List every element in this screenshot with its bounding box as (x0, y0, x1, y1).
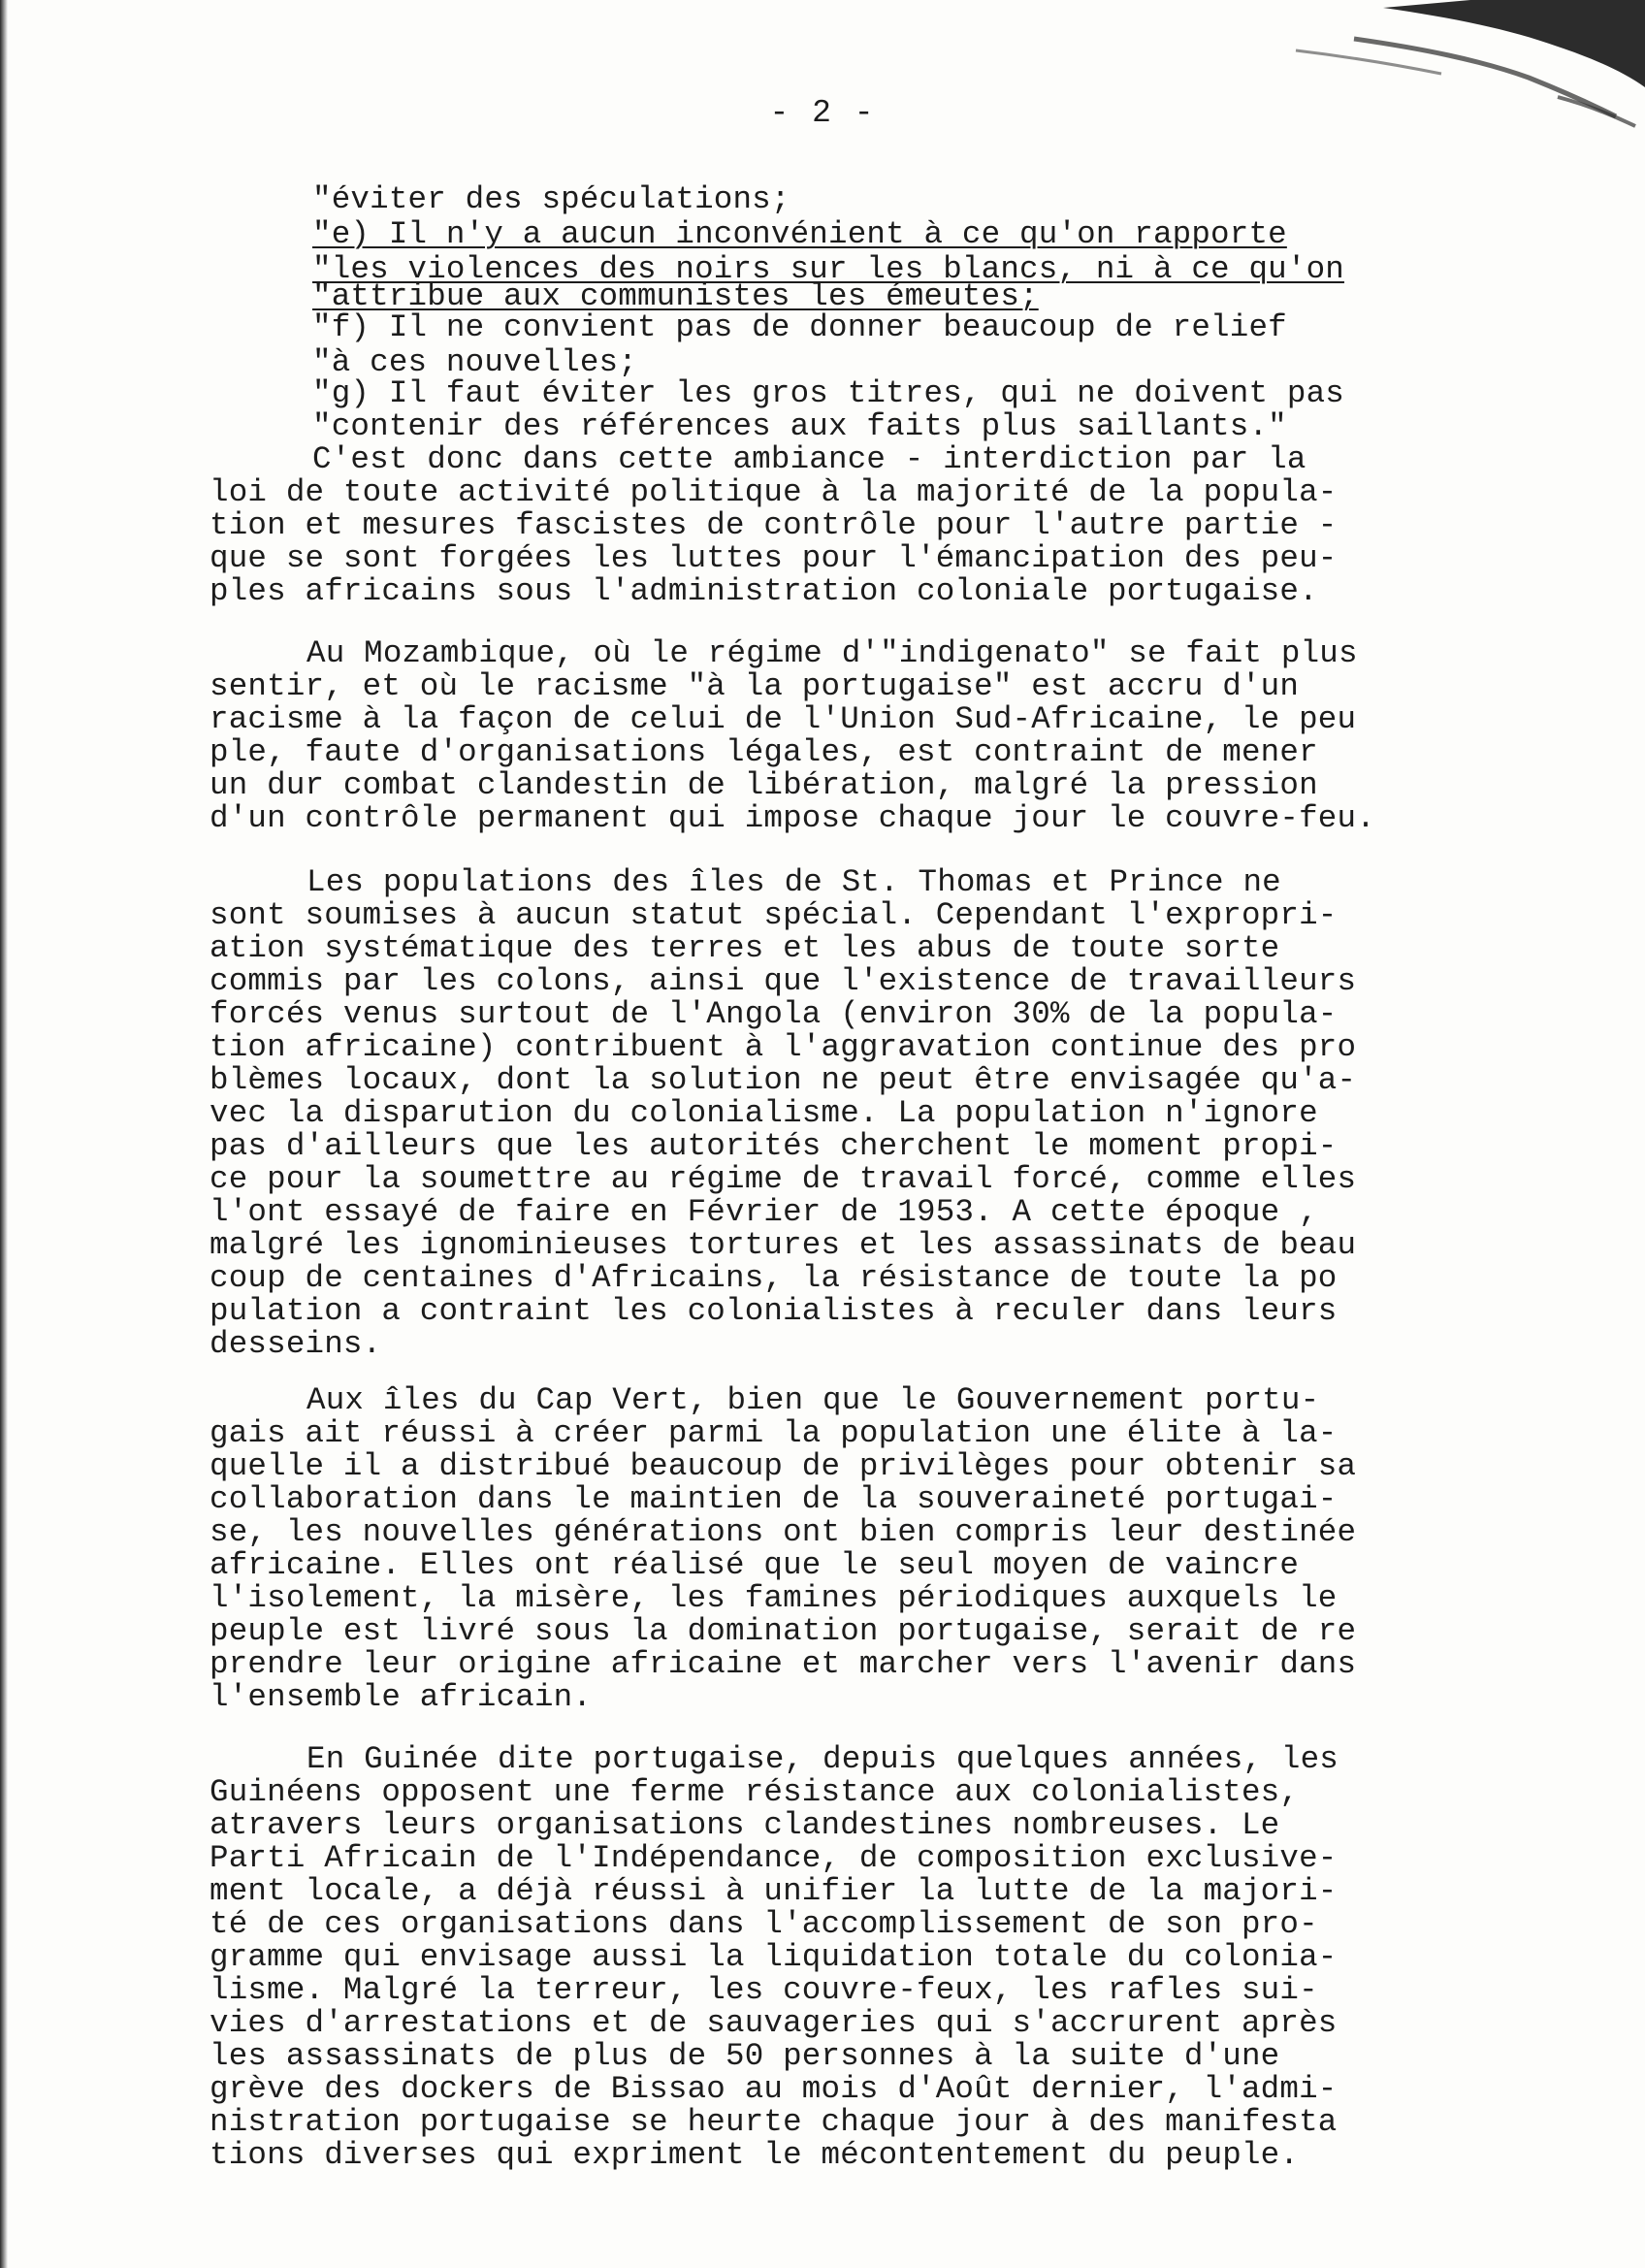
paragraph-line: l'ensemble africain. (210, 1679, 593, 1715)
quote-line: "f) Il ne convient pas de donner beaucoup de relief (312, 309, 1287, 345)
paragraph-line: commis par les colons, ainsi que l'existence de travailleurs (210, 963, 1357, 999)
paragraph-line: coup de centaines d'Africains, la résistance de toute la po (210, 1260, 1338, 1296)
paragraph-line: les assassinats de plus de 50 personnes à la suite d'une (210, 2038, 1280, 2074)
paragraph-line: vies d'arrestations et de sauvageries qui s'accrurent après (210, 2005, 1338, 2041)
paragraph-line: Parti Africain de l'Indépendance, de composition exclusive- (210, 1840, 1338, 1876)
paragraph-line: C'est donc dans cette ambiance - interdiction par la (312, 441, 1306, 477)
paragraph-line: vec la disparution du colonialisme. La population n'ignore (210, 1095, 1318, 1131)
quote-line: "attribue aux communistes les émeutes; (312, 278, 1039, 314)
paragraph-line: pas d'ailleurs que les autorités cherchent le moment propi- (210, 1128, 1338, 1164)
paragraph-line: ple, faute d'organisations légales, est contraint de mener (210, 734, 1318, 770)
paragraph-line: l'ont essayé de faire en Février de 1953. A cette époque , (210, 1194, 1318, 1230)
paragraph-line: malgré les ignominieuses tortures et les assassinats de beau (210, 1227, 1357, 1263)
paragraph-line: quelle il a distribué beaucoup de privilèges pour obtenir sa (210, 1448, 1357, 1484)
paragraph-line: prendre leur origine africaine et marcher vers l'avenir dans (210, 1646, 1357, 1682)
quote-line: "éviter des spéculations; (312, 181, 790, 217)
paragraph-line: se, les nouvelles générations ont bien compris leur destinée (210, 1514, 1357, 1550)
paragraph-line: l'isolement, la misère, les famines périodiques auxquels le (210, 1580, 1338, 1616)
paragraph-line: ples africains sous l'administration coloniale portugaise. (210, 573, 1318, 609)
paragraph-line: té de ces organisations dans l'accomplissement de son pro- (210, 1906, 1318, 1942)
paragraph-line: sont soumises à aucun statut spécial. Cependant l'expropri- (210, 897, 1338, 933)
paragraph-line: lisme. Malgré la terreur, les couvre-feux, les rafles sui- (210, 1972, 1318, 2008)
quote-line: "e) Il n'y a aucun inconvénient à ce qu'on rapporte (312, 216, 1287, 252)
paragraph-line: desseins. (210, 1326, 382, 1362)
paragraph-line: grève des dockers de Bissao au mois d'Août dernier, l'admi- (210, 2071, 1338, 2107)
paragraph-line: collaboration dans le maintien de la souveraineté portugai- (210, 1481, 1338, 1517)
scan-left-edge (0, 0, 8, 2268)
paragraph-line: pulation a contraint les colonialistes à reculer dans leurs (210, 1293, 1338, 1329)
paragraph-line: tions diverses qui expriment le mécontentement du peuple. (210, 2137, 1300, 2173)
quote-line: "à ces nouvelles; (312, 344, 637, 380)
paragraph-line: ce pour la soumettre au régime de travail forcé, comme elles (210, 1161, 1357, 1197)
quote-line: "contenir des références aux faits plus saillants." (312, 408, 1287, 444)
paragraph-line: Les populations des îles de St. Thomas et Prince ne (306, 864, 1281, 900)
paragraph-line: Au Mozambique, où le régime d'"indigenato" se fait plus (306, 635, 1358, 671)
paragraph-line: un dur combat clandestin de libération, malgré la pression (210, 767, 1318, 803)
paragraph-line: Aux îles du Cap Vert, bien que le Gouvernement portu- (306, 1382, 1320, 1418)
paragraph-line: tion et mesures fascistes de contrôle pour l'autre partie - (210, 507, 1338, 543)
quote-line: "les violences des noirs sur les blancs, ni à ce qu'on (312, 251, 1344, 287)
paragraph-line: peuple est livré sous la domination portugaise, serait de re (210, 1613, 1357, 1649)
paragraph-line: tion africaine) contribuent à l'aggravation continue des pro (210, 1029, 1357, 1065)
quote-line: "g) Il faut éviter les gros titres, qui ne doivent pas (312, 375, 1344, 411)
paragraph-line: blèmes locaux, dont la solution ne peut être envisagée qu'a- (210, 1062, 1357, 1098)
paragraph-line: forcés venus surtout de l'Angola (environ 30% de la popula- (210, 996, 1338, 1032)
paragraph-line: africaine. Elles ont réalisé que le seul moyen de vaincre (210, 1547, 1300, 1583)
paragraph-line: Guinéens opposent une ferme résistance aux colonialistes, (210, 1774, 1300, 1810)
paragraph-line: En Guinée dite portugaise, depuis quelques années, les (306, 1741, 1339, 1777)
paragraph-line: ment locale, a déjà réussi à unifier la lutte de la majori- (210, 1873, 1338, 1909)
paragraph-line: atravers leurs organisations clandestines nombreuses. Le (210, 1807, 1280, 1843)
page-number: - 2 - (769, 95, 876, 131)
paragraph-line: gramme qui envisage aussi la liquidation totale du colonia- (210, 1939, 1338, 1975)
paragraph-line: nistration portugaise se heurte chaque jour à des manifesta (210, 2104, 1338, 2140)
paragraph-line: d'un contrôle permanent qui impose chaque jour le couvre-feu. (210, 800, 1375, 836)
paragraph-line: que se sont forgées les luttes pour l'émancipation des peu- (210, 540, 1338, 576)
paragraph-line: racisme à la façon de celui de l'Union Sud-Africaine, le peu (210, 701, 1357, 737)
paragraph-line: gais ait réussi à créer parmi la population une élite à la- (210, 1415, 1338, 1451)
paragraph-line: loi de toute activité politique à la majorité de la popula- (210, 474, 1338, 510)
paragraph-line: sentir, et où le racisme "à la portugaise" est accru d'un (210, 668, 1300, 704)
paragraph-line: ation systématique des terres et les abus de toute sorte (210, 930, 1280, 966)
